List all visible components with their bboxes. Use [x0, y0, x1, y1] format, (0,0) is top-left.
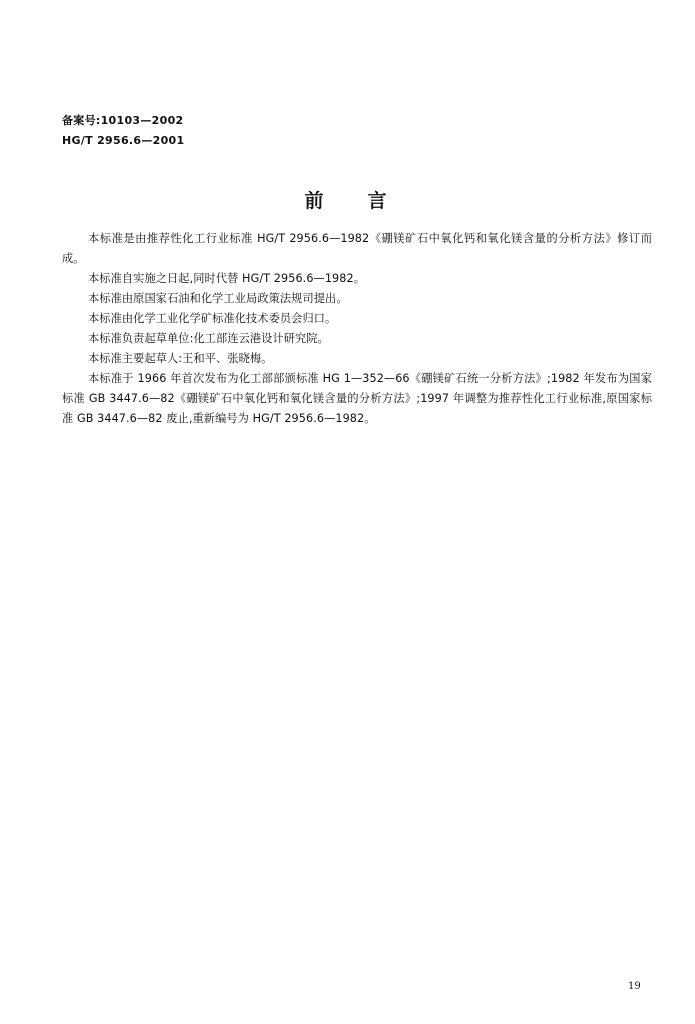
paragraph-committee: 本标准由化学工业化学矿标准化技术委员会归口。	[88, 312, 337, 325]
foreword-body	[62, 229, 652, 429]
paragraph-revision: 本标准是由推荐性化工行业标准 HG/T 2956.6—1982《硼镁矿石中氧化钙和氧化镁含量的分析方法》修订而成。	[62, 232, 652, 265]
paragraph-proposer: 本标准由原国家石油和化学工业局政策法规司提出。	[88, 292, 348, 305]
page-title: 前言	[304, 190, 431, 212]
paragraph-drafting-unit: 本标准负责起草单位:化工部连云港设计研究院。	[88, 332, 329, 345]
standard-number: HG/T 2956.6—2001	[62, 134, 185, 147]
paragraph-history: 本标准于 1966 年首次发布为化工部部颁标准 HG 1—352—66《硼镁矿石统一分析方法》;1982 年发布为国家标准 GB 3447.6—82《硼镁矿石中氧化钙和氧化镁含量的分析方法》;1997 年调整为推荐性化工行业标准,原国家标准 GB 3447.6—82 废止,重新编号为 HG/T 2956.6—1982。	[62, 372, 652, 425]
paragraph-replaces: 本标准自实施之日起,同时代替 HG/T 2956.6—1982。	[88, 272, 365, 285]
standard-header	[62, 111, 184, 151]
filing-number: 备案号:10103—2002	[62, 114, 184, 127]
page-number: 19	[628, 981, 641, 992]
paragraph-drafters: 本标准主要起草人:王和平、张晓梅。	[88, 352, 273, 365]
